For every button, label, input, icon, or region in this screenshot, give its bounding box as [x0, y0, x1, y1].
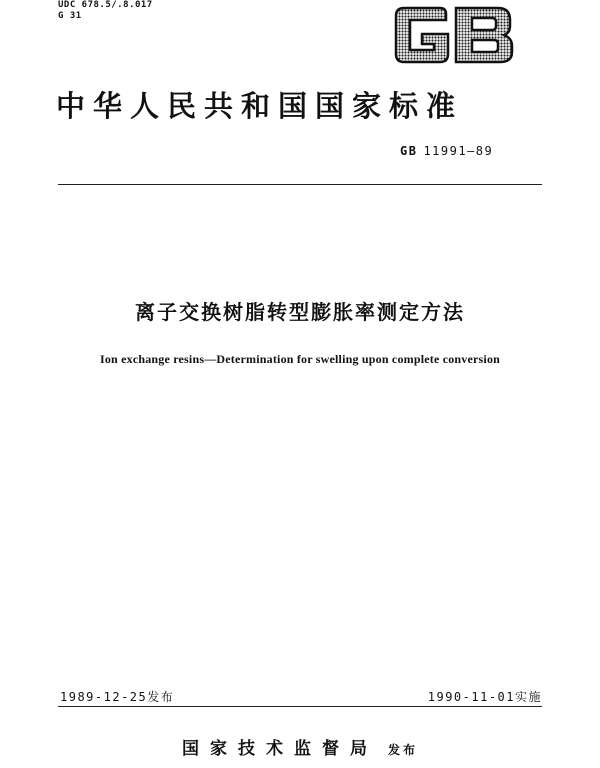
class-code: G 31	[58, 11, 82, 21]
gb-logo-icon	[392, 6, 516, 64]
issuer-line	[0, 734, 600, 759]
implementation-date: 1990-11-01实施	[427, 690, 542, 704]
classification-codes	[58, 0, 153, 22]
issuer-name: 国家技术监督局	[181, 739, 378, 759]
issue-date: 1989-12-25发布	[60, 690, 175, 704]
issuer-action: 发布	[387, 743, 418, 757]
standard-number-prefix: GB	[400, 144, 418, 158]
header-divider	[58, 184, 542, 185]
standard-number-value: 11991—89	[423, 144, 494, 158]
footer-divider	[58, 706, 542, 707]
document-title-english: Ion exchange resins—Determination for swelling upon complete conversion	[99, 352, 501, 366]
standard-number	[400, 144, 493, 158]
national-standard-title: 中华人民共和国国家标准	[56, 89, 464, 123]
udc-code: UDC 678.5/.8.017	[58, 0, 153, 10]
document-title-chinese: 离子交换树脂转型膨胀率测定方法	[135, 300, 465, 324]
